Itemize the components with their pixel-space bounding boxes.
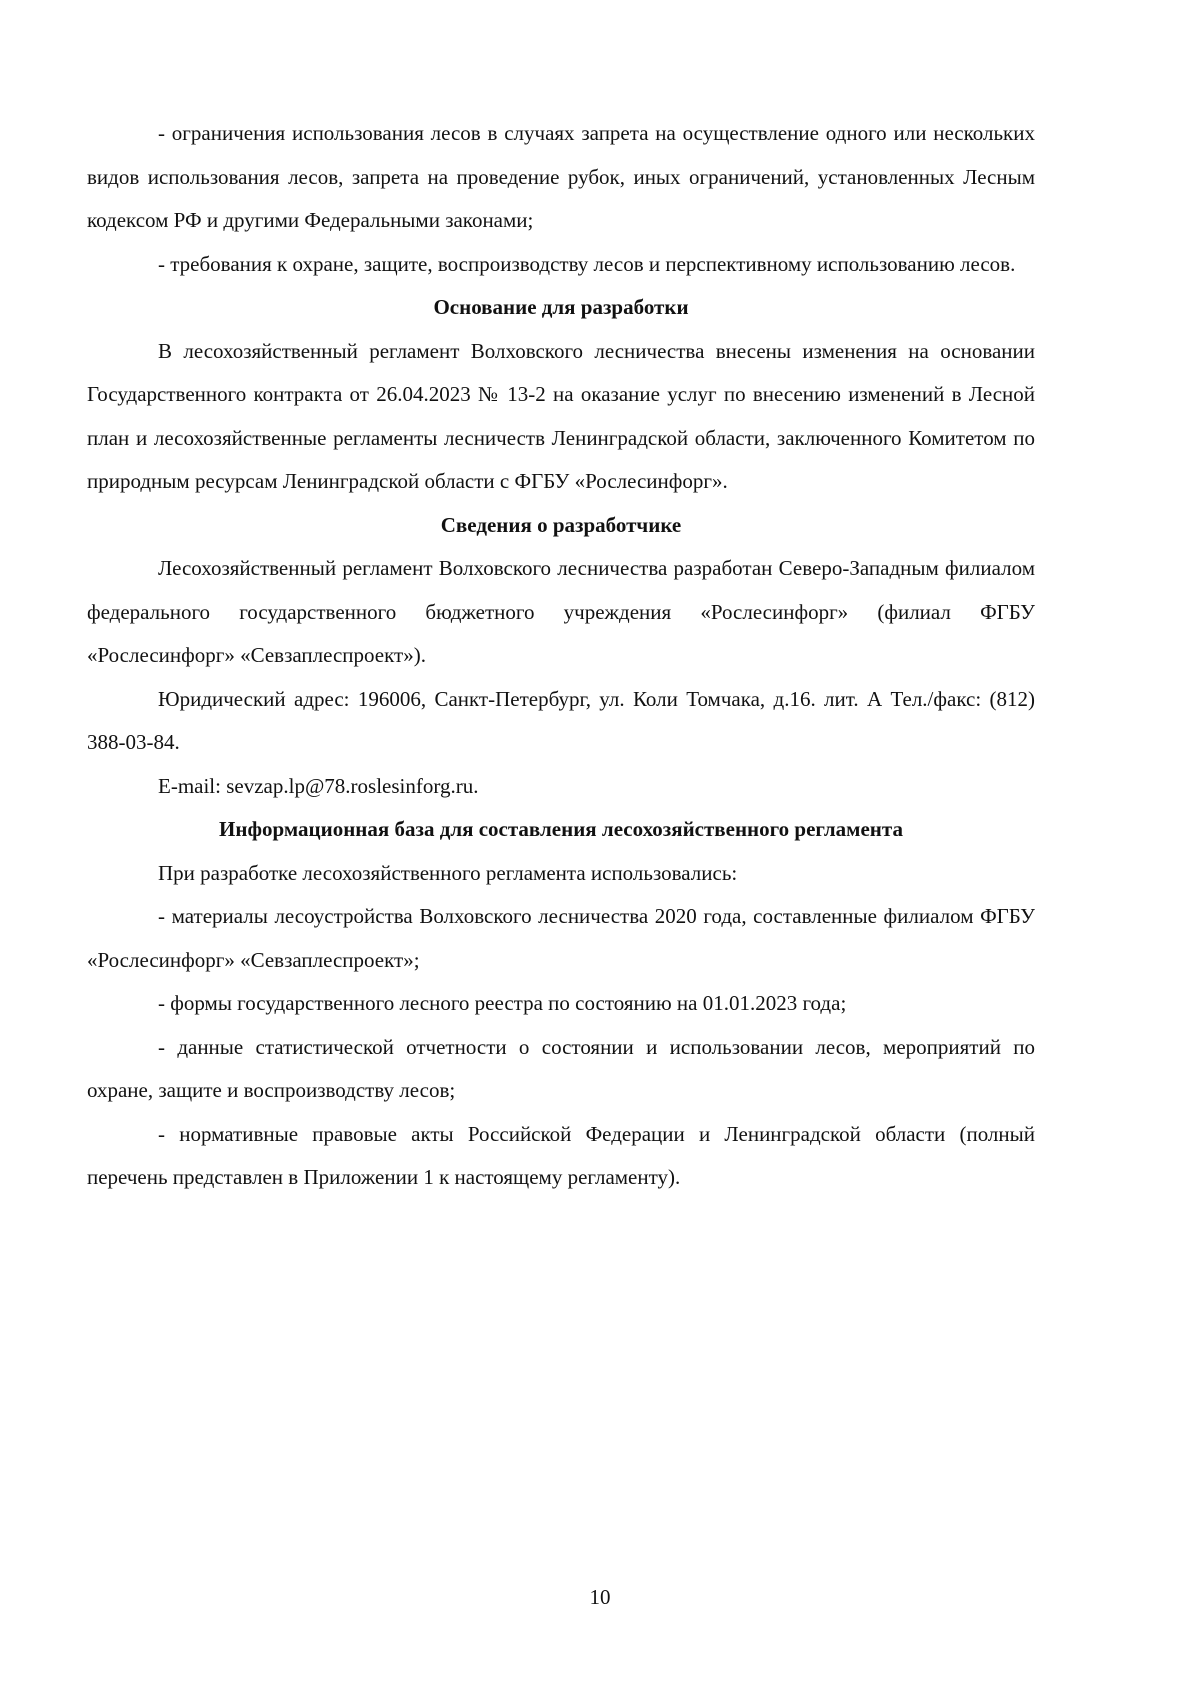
info-base-item: - формы государственного лесного реестра по состоянию на 01.01.2023 года; [158,991,847,1015]
info-base-item: - материалы лесоустройства Волховского лесничества 2020 года, составленные филиалом ФГБУ «Рослесинфорг» «Севзаплеспроект»; [87,904,1035,972]
document-body [87,112,1035,1200]
requirements-paragraph: - требования к охране, защите, воспроизводству лесов и перспективному использованию лесов. [158,251,1016,276]
info-base-item: - нормативные правовые акты Российской Федерации и Ленинградской области (полный перечень представлен в Приложении 1 к настоящему регламенту). [87,1121,1035,1189]
restrictions-paragraph: - ограничения использования лесов в случаях запрета на осуществление одного или нескольких видов использования лесов, запрета на проведение рубок, иных ограничений, установленных Лесным кодексом РФ и другими Федеральными законами; [87,121,1035,232]
info-base-heading: Информационная база для составления лесохозяйственного регламента [219,817,903,841]
basis-heading: Основание для разработки [433,295,689,319]
basis-paragraph: В лесохозяйственный регламент Волховского лесничества внесены изменения на основании Государственного контракта от 26.04.2023 № 13-2 на оказание услуг по внесению изменений в Лесной план и лесохозяйственные регламенты лесничеств Ленинградской области, заключенного Комитетом по природным ресурсам Ленинградской области с ФГБУ «Рослесинфорг». [87,338,1035,493]
info-base-item: - данные статистической отчетности о состоянии и использовании лесов, мероприятий по охране, защите и воспроизводству лесов; [87,1034,1035,1102]
developer-email: E-mail: sevzap.lp@78.roslesinforg.ru. [158,773,479,798]
page-number: 10 [589,1585,611,1609]
developer-heading: Сведения о разработчике [440,512,682,537]
info-base-intro: При разработке лесохозяйственного регламента использовались: [158,860,738,885]
developer-paragraph: Лесохозяйственный регламент Волховского лесничества разработан Северо-Западным филиалом федерального государственного бюджетного учреждения «Рослесинфорг» (филиал ФГБУ «Рослесинфорг» «Севзаплеспроект»). [87,556,1035,667]
developer-address: Юридический адрес: 196006, Санкт-Петербург, ул. Коли Томчака, д.16. лит. А Тел./факс: (812) 388-03-84. [87,686,1035,754]
